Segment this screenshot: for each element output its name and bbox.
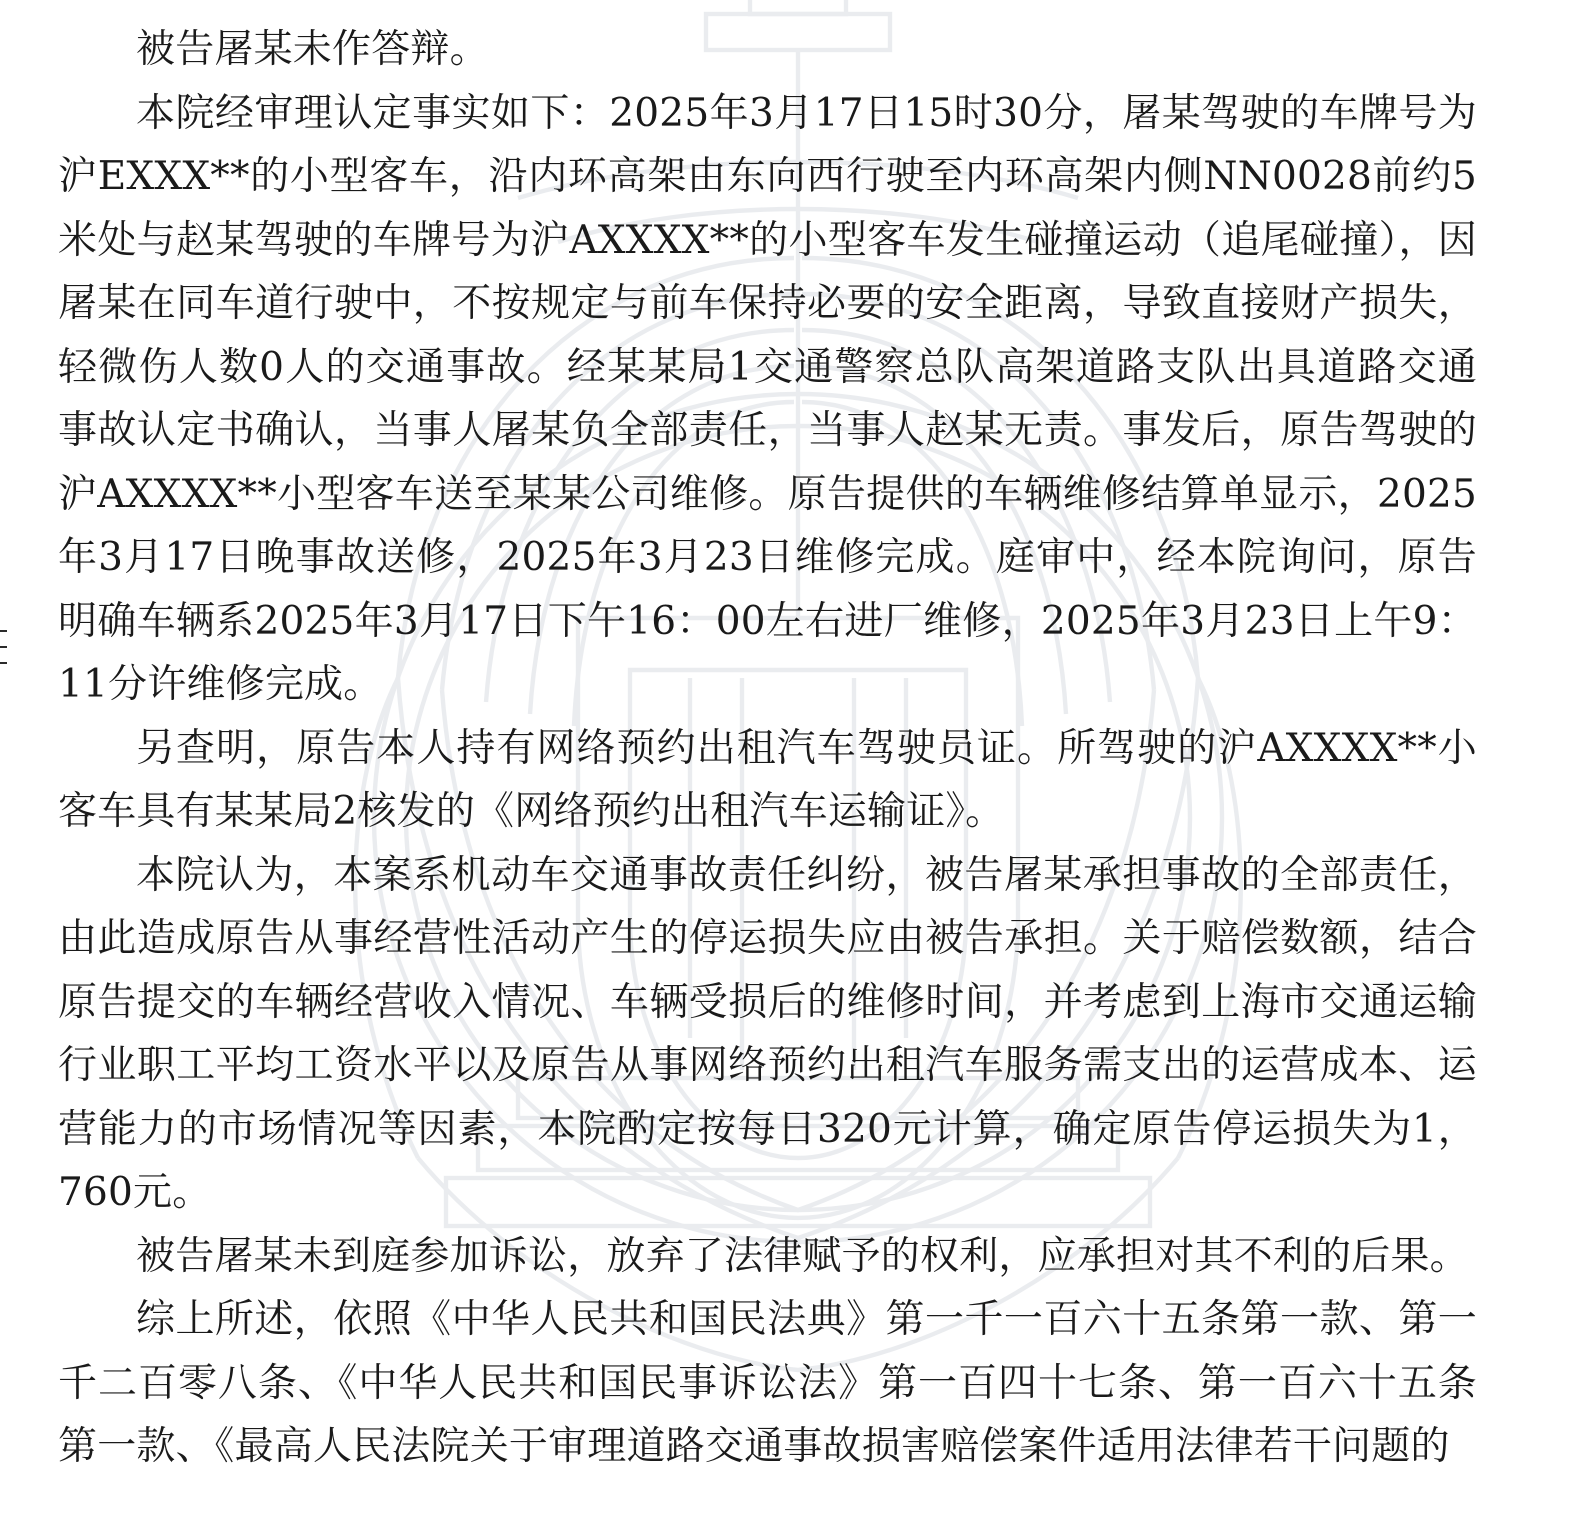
document-body bbox=[0, 18, 1595, 1479]
paragraph-additional-findings: 另查明，原告本人持有网络预约出租汽车驾驶员证。所驾驶的沪AXXXX**小客车具有某某局2核发的《网络预约出租汽车运输证》。 bbox=[58, 725, 1477, 834]
page-edge-mark bbox=[0, 662, 7, 664]
page-edge-mark bbox=[0, 630, 7, 632]
paragraph-legal-basis: 综上所述，依照《中华人民共和国民法典》第一千一百六十五条第一款、第一千二百零八条、《中华人民共和国民事诉讼法》第一百四十七条、第一百六十五条第一款、《最高人民法院关于审理道路交通事故损害赔偿案件适用法律若干问题的 bbox=[58, 1297, 1477, 1469]
paragraph-defendant-no-defense: 被告屠某未作答辩。 bbox=[136, 27, 489, 72]
page-edge-mark bbox=[0, 646, 7, 648]
paragraph-established-facts: 本院经审理认定事实如下：2025年3月17日15时30分，屠某驾驶的车牌号为沪EXXX**的小型客车，沿内环高架由东向西行驶至内环高架内侧NN0028前约5米处与赵某驾驶的车牌号为沪AXXXX**的小型客车发生碰撞运动（追尾碰撞），因屠某在同车道行驶中，不按规定与前车保持必要的安全距离，导致直接财产损失，轻微伤人数0人的交通事故。经某某局1交通警察总队高架道路支队出具道路交通事故认定书确认，当事人屠某负全部责任，当事人赵某无责。事发后，原告驾驶的沪AXXXX**小型客车送至某某公司维修。原告提供的车辆维修结算单显示，2025年3月17日晚事故送修，2025年3月23日维修完成。庭审中，经本院询问，原告明确车辆系2025年3月17日下午16：00左右进厂维修，2025年3月23日上午9：11分许维修完成。 bbox=[58, 90, 1477, 707]
paragraph-default-consequences: 被告屠某未到庭参加诉讼，放弃了法律赋予的权利，应承担对其不利的后果。 bbox=[136, 1233, 1469, 1279]
paragraph-court-opinion: 本院认为，本案系机动车交通事故责任纠纷，被告屠某承担事故的全部责任，由此造成原告从事经营性活动产生的停运损失应由被告承担。关于赔偿数额，结合原告提交的车辆经营收入情况、车辆受损后的维修时间，并考虑到上海市交通运输行业职工平均工资水平以及原告从事网络预约出租汽车服务需支出的运营成本、运营能力的市场情况等因素，本院酌定按每日320元计算，确定原告停运损失为1，760元。 bbox=[58, 852, 1477, 1215]
